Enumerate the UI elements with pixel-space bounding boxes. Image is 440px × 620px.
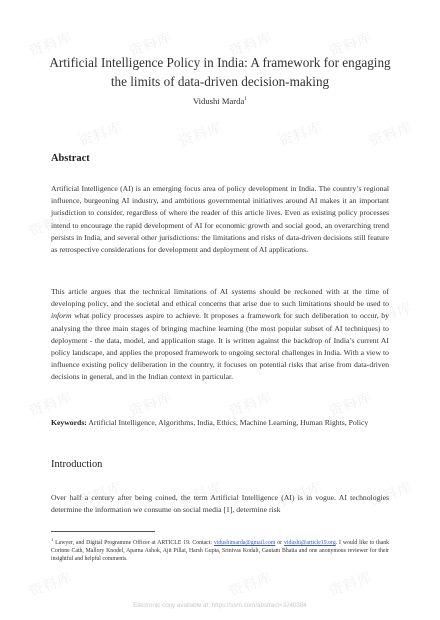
- watermark-mark: 资料库: [176, 298, 225, 330]
- watermark-mark: 资料库: [366, 298, 415, 330]
- watermark-mark: 资料库: [326, 568, 375, 600]
- watermark-mark: 资料库: [326, 208, 375, 240]
- introduction-paragraph: Over half a century after being coined, the term Artificial Intelligence (AI) is in vogue. AI technologies determine the information we consume on social media [1], determine risk: [51, 493, 389, 515]
- watermark-mark: 资料库: [276, 298, 325, 330]
- keywords-label: Keywords:: [51, 418, 87, 427]
- watermark-mark: 资料库: [326, 388, 375, 420]
- watermark-mark: 资料库: [176, 478, 225, 510]
- footnote-text: Lawyer, and Digital Programme Officer at ARTICLE 19. Contact:: [53, 539, 214, 546]
- ssrn-watermark: Electronic copy available at: https://ssrn.com/abstract=3240384: [133, 602, 307, 609]
- watermark-mark: 资料库: [126, 208, 175, 240]
- footnote-divider: [51, 531, 155, 532]
- paper-author: [40, 96, 400, 106]
- watermark-mark: 资料库: [276, 118, 325, 150]
- watermark-mark: 资料库: [76, 478, 125, 510]
- abstract-paragraph-1: Artificial Intelligence (AI) is an emerging focus area of policy development in India. The country’s regional influence, burgeoning AI industry, and ambitious governmental initiatives around AI makes it an important jurisdiction to consider, regardless of where the reader of this article lives. Even as existing policy processes intend to encourage the rapid development of AI for economic growth and social good, an overarching trend persists in India, and several other jurisdictions: the limitations and risks of data-driven decisions still feature as retrospective considerations for development and deployment of AI applications.: [51, 184, 389, 255]
- author-name: Vidushi Marda: [192, 96, 245, 106]
- watermark-mark: 资料库: [226, 208, 275, 240]
- author-footnote-mark[interactable]: 1: [244, 96, 248, 103]
- email-link-article19[interactable]: vidushi@article19.org: [283, 539, 336, 546]
- footnote-text: . I would like to thank Corinne Cath, Mallory Knodel, Aparna Ashok, Ajit Pillai, Harsh Gupta, Srinivas Kodali, Gautam Bhatia and one anonymous reviewer for their insightful and helpful comments.: [51, 539, 389, 563]
- watermark-mark: 资料库: [26, 28, 75, 60]
- watermark-mark: 资料库: [126, 28, 175, 60]
- abstract-heading: Abstract: [51, 153, 90, 164]
- abstract-text: This article argues that the technical limitations of AI systems should be reckoned with at the time of developing policy, and the societal and ethical concerns that arise due to such limitations should be used to: [51, 287, 389, 309]
- watermark-mark: 资料库: [226, 388, 275, 420]
- watermark-mark: 资料库: [226, 568, 275, 600]
- watermark-mark: 资料库: [366, 118, 415, 150]
- footnote-text: or: [275, 539, 284, 546]
- watermark-mark: 资料库: [276, 478, 325, 510]
- watermark-mark: 资料库: [226, 28, 275, 60]
- watermark-mark: 资料库: [126, 388, 175, 420]
- keywords: [51, 417, 389, 429]
- watermark-mark: 资料库: [176, 118, 225, 150]
- footnote-mark: 1: [51, 537, 54, 542]
- footnote: [51, 536, 389, 564]
- watermark-mark: 资料库: [26, 568, 75, 600]
- watermark-mark: 资料库: [76, 298, 125, 330]
- watermark-mark: 资料库: [26, 388, 75, 420]
- abstract-emphasis: inform: [51, 311, 72, 321]
- paper-title: Artificial Intelligence Policy in India: A framework for engaging the limits of data-driven decision-making: [49, 55, 391, 89]
- email-link-gmail[interactable]: vidushimarda@gmail.com: [213, 539, 276, 546]
- watermark-mark: 资料库: [76, 118, 125, 150]
- watermark-mark: 资料库: [26, 208, 75, 240]
- keywords-list: Artificial Intelligence, Algorithms, India, Ethics, Machine Learning, Human Rights, Policy: [86, 418, 369, 427]
- introduction-heading: Introduction: [51, 459, 103, 470]
- watermark-mark: 资料库: [366, 478, 415, 510]
- abstract-paragraph-2: [51, 286, 389, 384]
- watermark-mark: 资料库: [326, 28, 375, 60]
- abstract-text: what policy processes aspire to achieve. It proposes a framework for such deliberation to occur, by analysing the three main stages of bringing machine learning (the most popular subset of AI techniques) to deployment - the data, model, and application stage. It is written against the backdrop of India’s current AI policy landscape, and applies the proposed framework to ongoing sectoral challenges in India. With a view to influence existing policy deliberation in the country, it focuses on potential risks that arise from data-driven decisions in general, and in the Indian context in particular.: [51, 311, 389, 382]
